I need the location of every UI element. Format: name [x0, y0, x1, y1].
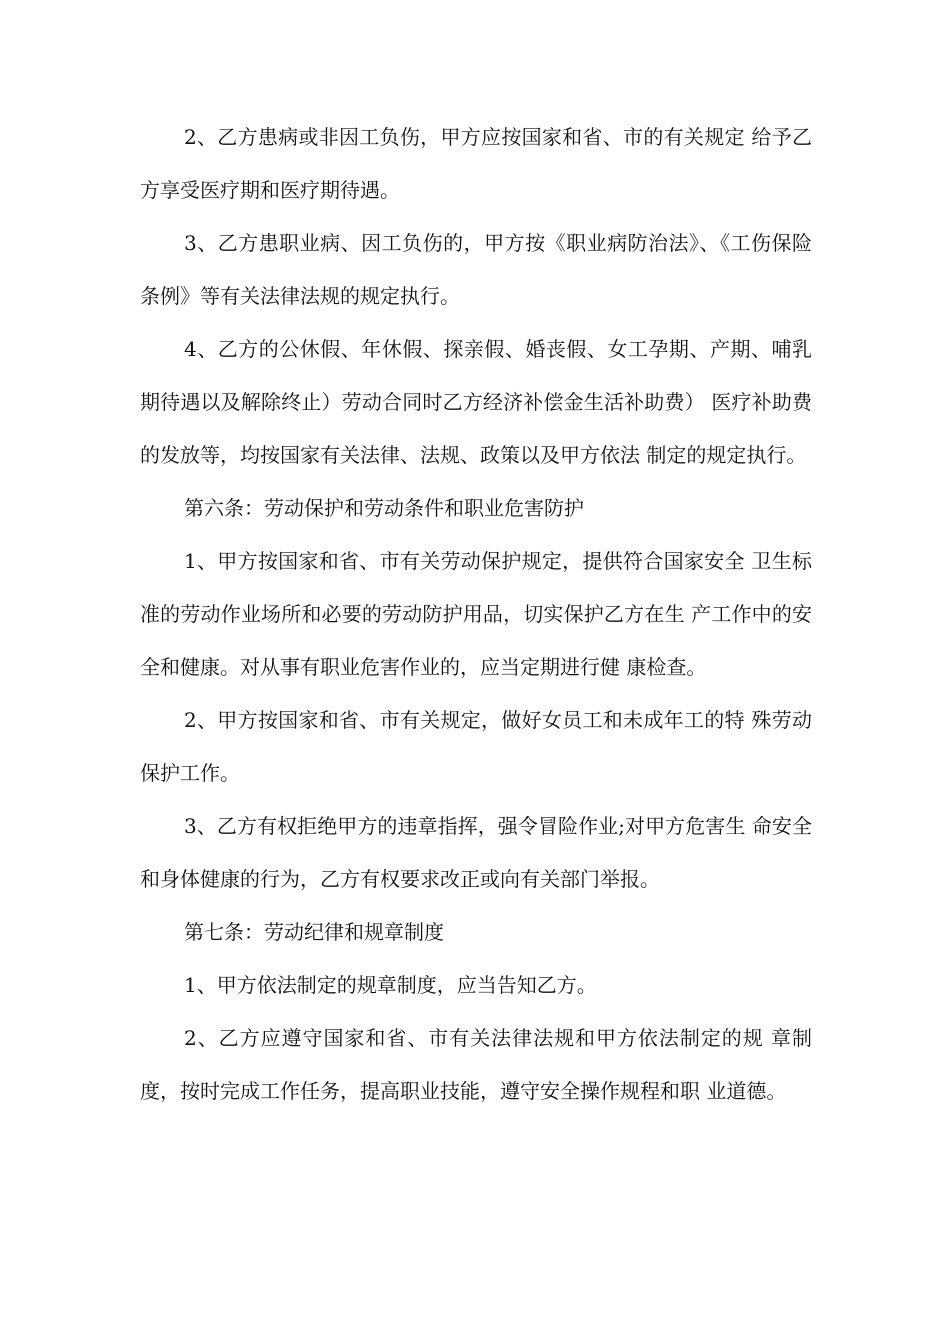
document-body — [140, 111, 812, 1118]
clause-6-item-1: 1、甲方按国家和省、市有关劳动保护规定，提供符合国家安全 卫生标准的劳动作业场所和必要的劳动防护用品，切实保护乙方在生 产工作中的安全和健康。对从事有职业危害作业的，应当定期进行健 康检查。 — [140, 549, 812, 679]
clause-7-item-2: 2、乙方应遵守国家和省、市有关法律法规和甲方依法制定的规 章制度，按时完成工作任务，提高职业技能，遵守安全操作规程和职 业道德。 — [140, 1026, 812, 1103]
clause-6-heading: 第六条：劳动保护和劳动条件和职业危害防护 — [184, 496, 584, 520]
clause-7-item-1: 1、甲方依法制定的规章制度，应当告知乙方。 — [184, 973, 597, 997]
clause-6-item-2: 2、甲方按国家和省、市有关规定，做好女员工和未成年工的特 殊劳动保护工作。 — [140, 708, 812, 785]
clause-7-heading: 第七条：劳动纪律和规章制度 — [184, 920, 444, 944]
clause-6-item-3: 3、乙方有权拒绝甲方的违章指挥，强令冒险作业;对甲方危害生 命安全和身体健康的行为，乙方有权要求改正或向有关部门举报。 — [140, 814, 812, 891]
clause-5-item-4: 4、乙方的公休假、年休假、探亲假、婚丧假、女工孕期、产期、哺乳期待遇以及解除终止）劳动合同时乙方经济补偿金生活补助费） 医疗补助费的发放等，均按国家有关法律、法规、政策以及甲方依法 制定的规定执行。 — [140, 337, 812, 467]
clause-5-item-3: 3、乙方患职业病、因工负伤的，甲方按《职业病防治法》、《工伤保险条例》等有关法律法规的规定执行。 — [140, 231, 812, 308]
clause-5-item-2: 2、乙方患病或非因工负伤，甲方应按国家和省、市的有关规定 给予乙方享受医疗期和医疗期待遇。 — [140, 125, 812, 202]
